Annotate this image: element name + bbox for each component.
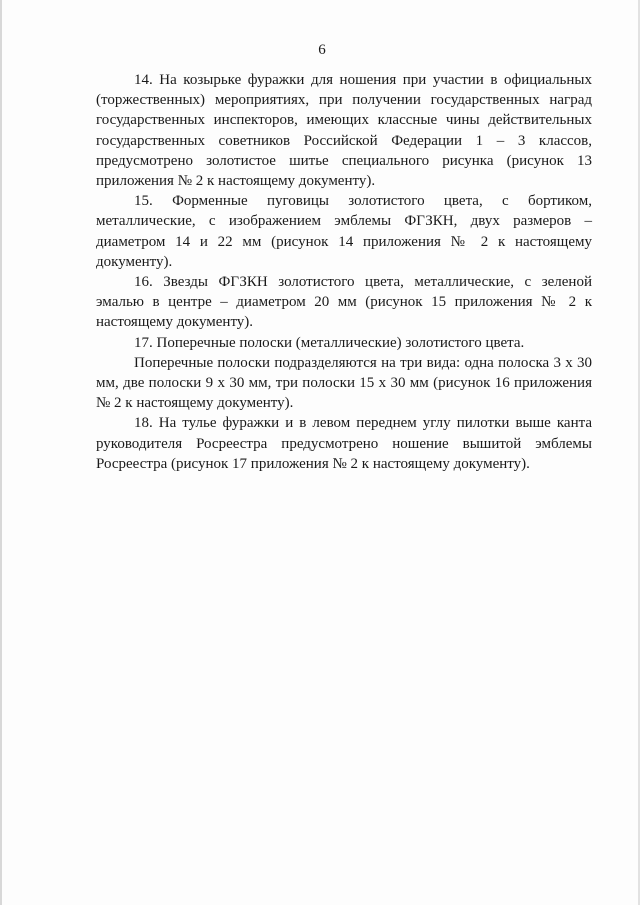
paragraph-18: 18. На тулье фуражки и в левом переднем углу пилотки выше канта руководителя Росреестра предусмотрено ношение вышитой эмблемы Росреестра (рисунок 17 приложения № 2 к настоящему документу). xyxy=(96,415,592,472)
paragraph-17: 17. Поперечные полоски (металлические) золотистого цвета. xyxy=(134,334,525,351)
paragraph-15: 15. Форменные пуговицы золотистого цвета, с бортиком, металлические, с изображением эмблемы ФГЗКН, двух размеров – диаметром 14 и 22 мм (рисунок 14 приложения № 2 к настоящему документу). xyxy=(96,193,592,270)
document-body xyxy=(96,70,592,474)
paragraph-14: 14. На козырьке фуражки для ношения при участии в официальных (торжественных) мероприятиях, при получении государственных наград государственных инспекторов, имеющих классные чины действительных государственных советников Российской Федерации 1 – 3 классов, предусмотрено золотистое шитье специального рисунка (рисунок 13 приложения № 2 к настоящему документу). xyxy=(96,72,592,190)
page-number: 6 xyxy=(318,42,326,58)
paragraph-16: 16. Звезды ФГЗКН золотистого цвета, металлические, с зеленой эмалью в центре – диаметром 20 мм (рисунок 15 приложения № 2 к настоящему документу). xyxy=(96,274,592,331)
paragraph-17-details: Поперечные полоски подразделяются на три вида: одна полоска 3 х 30 мм, две полоски 9 х 30 мм, три полоски 15 х 30 мм (рисунок 16 приложения № 2 к настоящему документу). xyxy=(96,354,592,412)
